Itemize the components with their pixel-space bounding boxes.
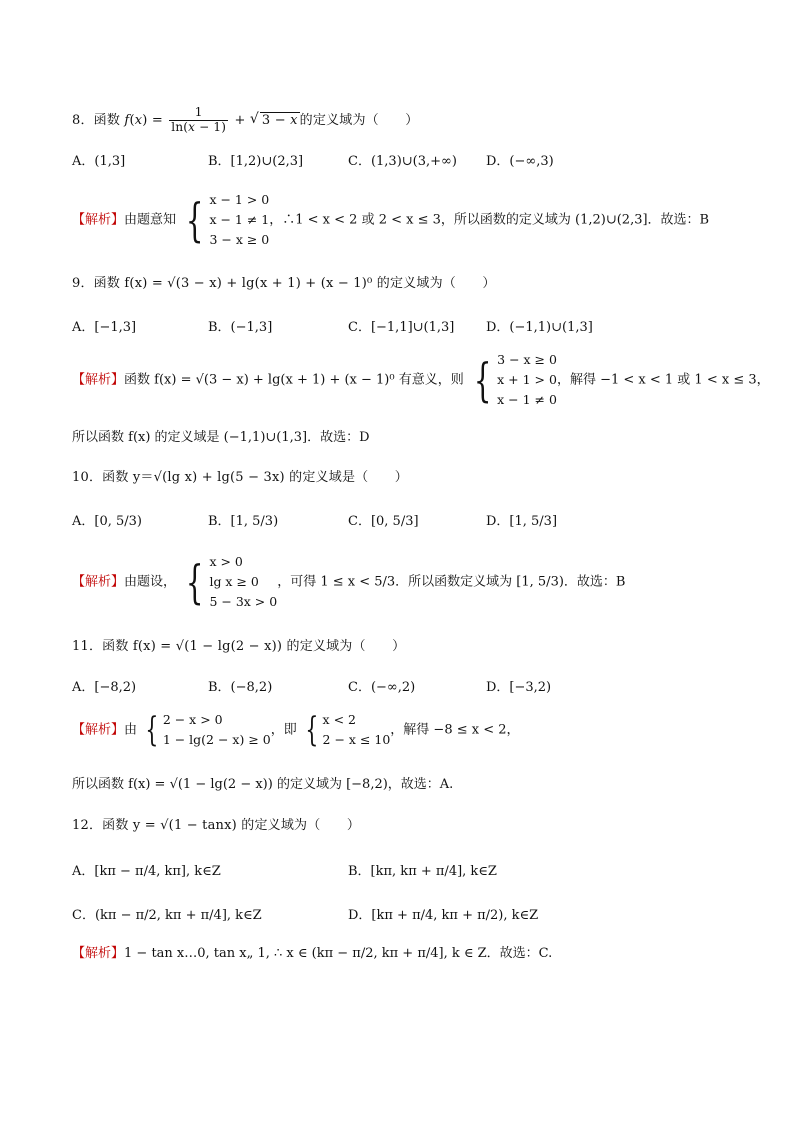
question-11-option-d[interactable]: D．[−3,2) [486,680,552,695]
question-11-analysis-conclusion: 所以函数 f(x) = √(1 − lg(2 − x)) 的定义域为 [−8,2)，故选：A. [72,777,454,792]
question-8-analysis: 【解析】由题意知 { x − 1 > 0 x − 1 ≠ 1 3 − x ≥ 0 ，∴1 < x < 2 或 2 < x ≤ 3，所以函数的定义域为 (1,2)∪(2,3]．故选：B [72,192,710,247]
question-12-option-a[interactable]: A．[kπ − π/4, kπ], k∈Z [72,864,221,879]
question-11-option-b[interactable]: B．(−8,2) [208,680,273,695]
question-12-analysis: 【解析】1 − tan x…0, tan x„ 1, ∴ x ∈ (kπ − π/2, kπ + π/4], k ∈ Z．故选：C. [72,946,553,961]
question-10-option-a[interactable]: A．[0, 5/3) [72,514,142,529]
question-10-option-b[interactable]: B．[1, 5/3) [208,514,279,529]
question-9-option-b[interactable]: B．(−1,3] [208,320,273,335]
question-12-option-c[interactable]: C．(kπ − π/2, kπ + π/4], k∈Z [72,908,262,923]
question-8-option-d[interactable]: D．(−∞,3) [486,154,554,169]
question-8-option-c[interactable]: C．(1,3)∪(3,+∞) [348,154,457,169]
question-9-option-c[interactable]: C．[−1,1]∪(1,3] [348,320,455,335]
question-9-option-d[interactable]: D．(−1,1)∪(1,3] [486,320,593,335]
question-10-analysis: 【解析】由题设， { x > 0 lg x ≥ 0 5 − 3x > 0 ，可得 1 ≤ x < 5/3．所以函数定义域为 [1, 5/3)．故选：B [72,554,626,609]
question-8-stem: 8．函数 f(x) = $\frac{1}{\ln(x - 1)}$ + √ 3 − x 的定义域为（ ） [72,106,418,135]
question-11-stem: 11．函数 f(x) = √(1 − lg(2 − x)) 的定义域为（ ） [72,639,406,654]
question-8-option-a[interactable]: A．(1,3] [72,154,126,169]
question-12-option-b[interactable]: B．[kπ, kπ + π/4], k∈Z [348,864,497,879]
question-9-stem: 9．函数 f(x) = √(3 − x) + lg(x + 1) + (x − 1)⁰ 的定义域为（ ） [72,276,496,291]
question-9-analysis-conclusion: 所以函数 f(x) 的定义域是 (−1,1)∪(1,3]．故选：D [72,430,370,445]
question-10-option-d[interactable]: D．[1, 5/3] [486,514,558,529]
question-11-option-c[interactable]: C．(−∞,2) [348,680,416,695]
question-9-analysis: 【解析】函数 f(x) = √(3 − x) + lg(x + 1) + (x − 1)⁰ 有意义，则 { 3 − x ≥ 0 x + 1 > 0 x − 1 ≠ 0 ，解得 −1 < x < 1 或 1 < x ≤ 3， [72,352,770,407]
question-10-option-c[interactable]: C．[0, 5/3] [348,514,419,529]
question-8-option-b[interactable]: B．[1,2)∪(2,3] [208,154,304,169]
question-10-stem: 10．函数 y＝√(lg x) + lg(5 − 3x) 的定义域是（ ） [72,470,408,485]
question-12-option-d[interactable]: D．[kπ + π/4, kπ + π/2), k∈Z [348,908,539,923]
question-11-analysis: 【解析】由 { 2 − x > 0 1 − lg(2 − x) ≥ 0 ，即 { x < 2 2 − x ≤ 10 ，解得 −8 ≤ x < 2， [72,710,520,750]
question-9-option-a[interactable]: A．[−1,3] [72,320,137,335]
question-11-option-a[interactable]: A．[−8,2) [72,680,137,695]
question-12-stem: 12．函数 y = √(1 − tanx) 的定义域为（ ） [72,818,361,833]
